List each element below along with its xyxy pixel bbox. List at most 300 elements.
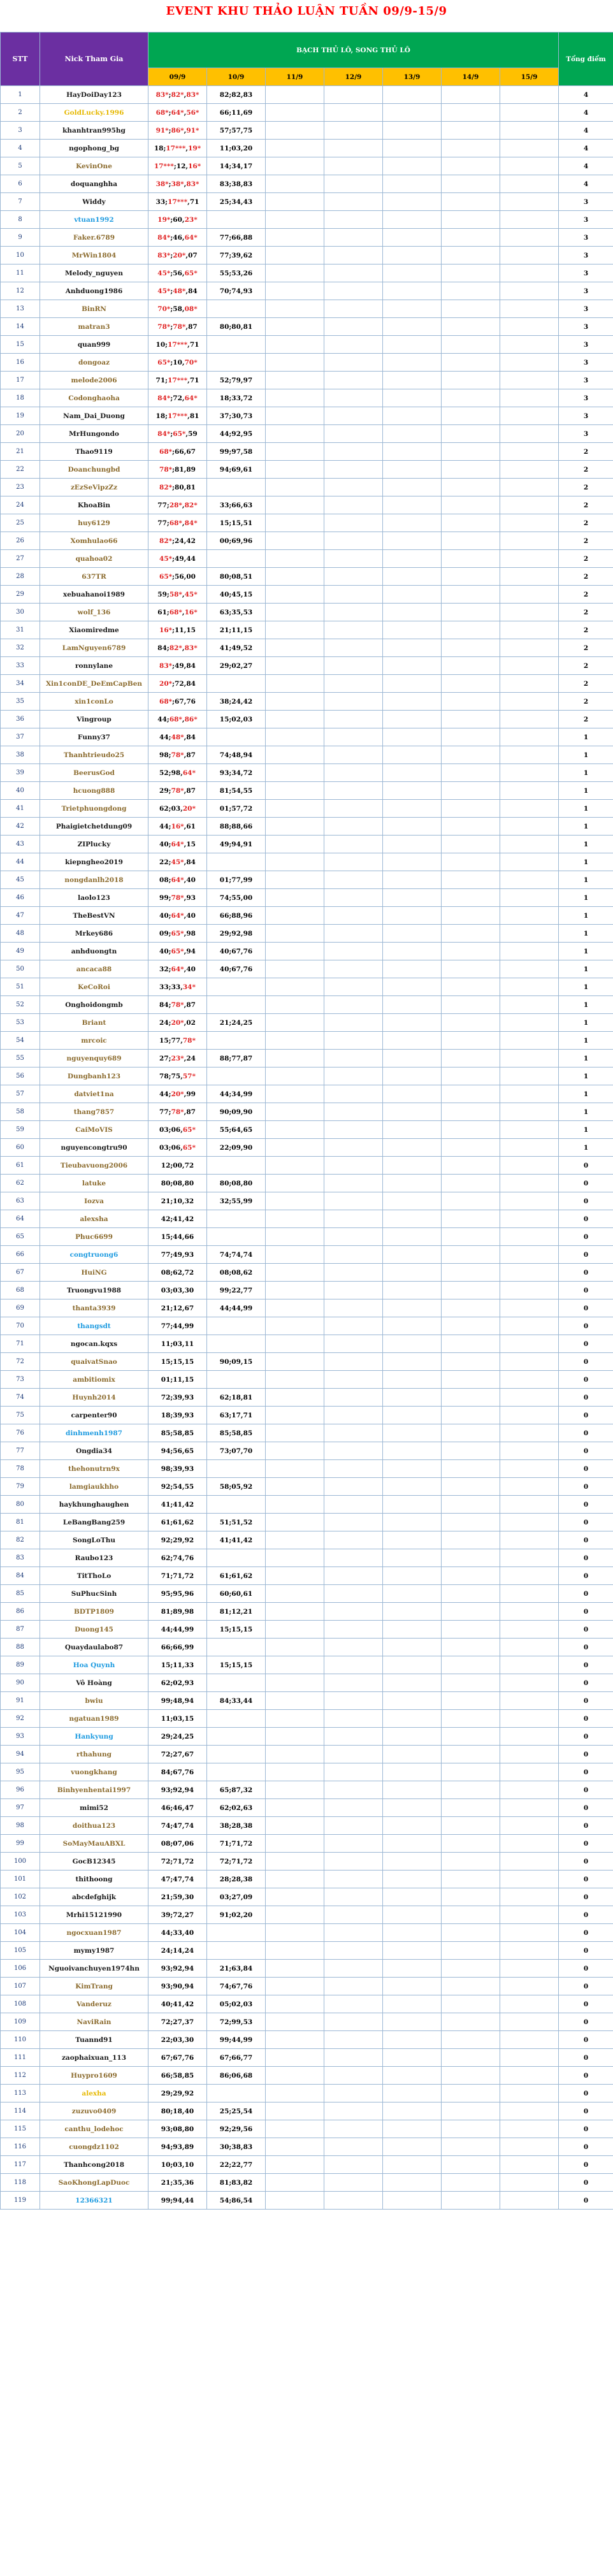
row-pick-empty	[500, 282, 559, 300]
number: 88	[219, 822, 229, 830]
row-pick-empty	[324, 1299, 383, 1317]
separator: ,	[182, 1768, 185, 1776]
row-stt: 95	[1, 1763, 40, 1781]
separator: ;	[229, 90, 232, 99]
separator: ;	[170, 269, 173, 277]
number: 85	[219, 1429, 229, 1437]
row-total: 1	[559, 1121, 613, 1139]
hit-number: 64*	[171, 911, 184, 920]
number: 03	[243, 715, 253, 723]
row-total: 1	[559, 1067, 613, 1085]
number: 10	[155, 340, 166, 349]
row-pick-empty	[500, 568, 559, 586]
table-row	[1, 407, 613, 425]
separator: ;	[229, 2107, 232, 2115]
row-pick-empty	[324, 1317, 383, 1335]
row-nick: ngatuan1989	[40, 1710, 148, 1728]
separator: ;	[170, 1572, 173, 1580]
number: 00	[186, 572, 196, 581]
number: 92	[184, 1536, 194, 1544]
row-pick-empty	[324, 1763, 383, 1781]
row-pick-empty	[500, 1763, 559, 1781]
row-pick-empty	[442, 1460, 500, 1478]
row-total: 4	[559, 175, 613, 193]
row-pick-empty	[383, 550, 442, 568]
row-pick-empty	[324, 1531, 383, 1549]
row-pick-empty	[442, 1496, 500, 1514]
table-row	[1, 1460, 613, 1478]
row-total: 0	[559, 1389, 613, 1407]
row-pick-empty	[324, 1282, 383, 1299]
row-pick-empty	[500, 443, 559, 461]
number: 92	[219, 2125, 229, 2133]
number: 18	[161, 1411, 171, 1419]
number: 06	[231, 2071, 241, 2080]
row-pick-empty	[383, 1799, 442, 1817]
header-date: 15/9	[500, 68, 559, 86]
separator: ,	[182, 1821, 185, 1830]
separator: ;	[170, 1357, 173, 1366]
number: 80	[161, 1179, 171, 1187]
row-pick-empty	[266, 1442, 324, 1460]
row-pick-empty	[324, 1888, 383, 1906]
number: 95	[243, 430, 253, 438]
separator: ,	[240, 2143, 243, 2151]
separator: ,	[184, 697, 187, 706]
number: 32	[243, 1786, 253, 1794]
row-pick-10-9	[207, 1371, 266, 1389]
row-pick-empty	[266, 1157, 324, 1175]
row-pick-empty	[383, 1870, 442, 1888]
number: 74	[219, 1250, 229, 1259]
row-pick-empty	[266, 621, 324, 639]
separator: ;	[229, 1572, 232, 1580]
table-row	[1, 1549, 613, 1567]
separator: ;	[168, 965, 171, 973]
row-pick-10-9	[207, 675, 266, 693]
number: 71	[173, 1857, 182, 1865]
number: 01	[219, 876, 229, 884]
separator: ,	[184, 1001, 187, 1009]
row-pick-empty	[500, 532, 559, 550]
number: 02	[231, 715, 241, 723]
table-row	[1, 1906, 613, 1924]
row-pick-empty	[324, 1603, 383, 1621]
separator: ;	[166, 519, 169, 527]
table-row	[1, 568, 613, 586]
row-pick-empty	[442, 1317, 500, 1335]
row-nick: SongLoThu	[40, 1531, 148, 1549]
row-stt: 104	[1, 1924, 40, 1942]
number: 77	[243, 2053, 253, 2062]
hit-number: 57*	[182, 1072, 196, 1080]
row-total: 1	[559, 1032, 613, 1050]
number: 66	[231, 501, 241, 509]
row-pick-empty	[500, 1585, 559, 1603]
row-pick-empty	[383, 247, 442, 264]
row-pick-empty	[266, 1264, 324, 1282]
separator: ;	[229, 1518, 232, 1526]
separator: ,	[187, 376, 190, 384]
number: 11	[231, 626, 241, 634]
row-stt: 29	[1, 586, 40, 604]
row-total: 0	[559, 1817, 613, 1835]
row-stt: 87	[1, 1621, 40, 1639]
separator: ,	[240, 1786, 243, 1794]
row-pick-empty	[500, 586, 559, 604]
row-pick-10-9	[207, 1139, 266, 1157]
table-row	[1, 746, 613, 764]
separator: ;	[170, 358, 173, 366]
number: 94	[184, 1786, 194, 1794]
row-pick-empty	[442, 2120, 500, 2138]
row-nick: Thanhtrieudo25	[40, 746, 148, 764]
number: 41	[173, 1215, 182, 1223]
separator: ;	[170, 1589, 173, 1598]
table-row	[1, 496, 613, 514]
row-total: 0	[559, 1960, 613, 1978]
row-pick-09-9	[148, 1978, 207, 1995]
row-pick-10-9	[207, 1888, 266, 1906]
row-stt: 70	[1, 1317, 40, 1335]
row-nick: doithua123	[40, 1817, 148, 1835]
number: 03	[173, 1714, 182, 1723]
number: 81	[219, 2178, 229, 2187]
separator: ;	[229, 1268, 232, 1277]
row-pick-empty	[442, 1407, 500, 1424]
row-pick-09-9	[148, 1853, 207, 1870]
row-pick-empty	[383, 693, 442, 711]
row-pick-empty	[266, 532, 324, 550]
separator: ,	[182, 2160, 185, 2169]
row-pick-09-9	[148, 2174, 207, 2192]
number: 66	[231, 2053, 241, 2062]
row-pick-empty	[324, 550, 383, 568]
row-nick: Thanhcong2018	[40, 2156, 148, 2174]
number: 65	[243, 1125, 253, 1134]
separator: ;	[229, 572, 232, 581]
row-pick-09-9	[148, 960, 207, 978]
hit-number: 82*	[171, 90, 184, 99]
row-total: 0	[559, 1710, 613, 1728]
hit-number: 20*	[182, 804, 196, 813]
row-pick-empty	[266, 1621, 324, 1639]
row-stt: 65	[1, 1228, 40, 1246]
table-row	[1, 532, 613, 550]
row-pick-empty	[500, 1121, 559, 1139]
separator: ,	[180, 1072, 183, 1080]
row-total: 3	[559, 264, 613, 282]
row-pick-10-9	[207, 1531, 266, 1549]
row-pick-empty	[500, 1799, 559, 1817]
row-total: 0	[559, 1478, 613, 1496]
number: 74	[231, 1250, 241, 1259]
row-stt: 3	[1, 122, 40, 140]
separator: ;	[170, 1375, 173, 1384]
separator: ;	[168, 1018, 171, 1027]
number: 89	[186, 465, 196, 474]
row-pick-10-9	[207, 943, 266, 960]
row-total: 0	[559, 1853, 613, 1870]
row-pick-empty	[500, 1050, 559, 1067]
row-pick-empty	[324, 1442, 383, 1460]
number: 81	[219, 786, 229, 795]
hit-number: 86*	[171, 126, 184, 134]
separator: ,	[240, 233, 243, 242]
table-row	[1, 1621, 613, 1639]
number: 38	[243, 1875, 253, 1883]
separator: ,	[240, 1268, 243, 1277]
row-pick-empty	[442, 657, 500, 675]
hit-number: 64*	[184, 394, 198, 402]
separator: ,	[182, 1804, 185, 1812]
row-pick-empty	[266, 675, 324, 693]
number: 12	[161, 1161, 171, 1169]
row-nick: Mrhi15121990	[40, 1906, 148, 1924]
row-stt: 59	[1, 1121, 40, 1139]
row-pick-empty	[324, 407, 383, 425]
separator: ,	[240, 1197, 243, 1205]
row-total: 0	[559, 1746, 613, 1763]
row-pick-empty	[266, 461, 324, 479]
separator: ;	[166, 644, 169, 652]
number: 03	[173, 1340, 182, 1348]
row-pick-empty	[383, 1728, 442, 1746]
row-pick-10-9	[207, 140, 266, 157]
number: 38	[231, 180, 241, 188]
separator: ,	[240, 1536, 243, 1544]
number: 42	[161, 1215, 171, 1223]
row-pick-10-9	[207, 318, 266, 336]
row-total: 0	[559, 1210, 613, 1228]
separator: ;	[170, 2107, 173, 2115]
row-pick-09-9	[148, 1210, 207, 1228]
separator: ,	[240, 465, 243, 474]
row-pick-empty	[383, 1103, 442, 1121]
number: 18	[154, 144, 164, 152]
number: 84	[188, 287, 198, 295]
separator: ;	[170, 1911, 173, 1919]
row-pick-empty	[324, 1014, 383, 1032]
separator: ;	[170, 1286, 173, 1294]
number: 76	[184, 1554, 194, 1562]
row-pick-09-9	[148, 282, 207, 300]
number: 51	[243, 572, 253, 581]
row-pick-empty	[442, 1799, 500, 1817]
row-pick-empty	[266, 229, 324, 247]
row-total: 3	[559, 211, 613, 229]
number: 83	[231, 2178, 241, 2187]
separator: ,	[240, 287, 243, 295]
separator: ,	[184, 929, 187, 937]
number: 77	[219, 251, 229, 259]
number: 11	[184, 1340, 194, 1348]
number: 22	[219, 1143, 229, 1152]
row-total: 0	[559, 1603, 613, 1621]
number: 02	[186, 1018, 196, 1027]
hit-number: 84*	[157, 233, 171, 242]
number: 42	[184, 1215, 194, 1223]
separator: ,	[184, 554, 187, 563]
row-pick-empty	[383, 122, 442, 140]
number: 58	[173, 1429, 182, 1437]
row-pick-empty	[383, 1085, 442, 1103]
row-stt: 48	[1, 925, 40, 943]
hit-number: 34*	[182, 983, 196, 991]
row-pick-empty	[324, 264, 383, 282]
number: 77	[171, 1036, 181, 1045]
row-total: 4	[559, 86, 613, 104]
number: 21	[161, 1893, 171, 1901]
row-pick-empty	[500, 300, 559, 318]
row-pick-10-9	[207, 389, 266, 407]
number: 39	[173, 1465, 182, 1473]
separator: ;	[229, 715, 232, 723]
separator: ,	[240, 144, 243, 152]
number: 58	[243, 447, 253, 456]
row-stt: 18	[1, 389, 40, 407]
row-pick-empty	[442, 1639, 500, 1656]
row-pick-empty	[442, 1353, 500, 1371]
table-row	[1, 1496, 613, 1514]
row-pick-empty	[442, 354, 500, 372]
row-stt: 86	[1, 1603, 40, 1621]
number: 81	[243, 322, 253, 331]
row-pick-empty	[383, 1835, 442, 1853]
row-nick: TitThoLo	[40, 1567, 148, 1585]
row-pick-empty	[266, 604, 324, 621]
row-nick: Anhduong1986	[40, 282, 148, 300]
row-pick-empty	[442, 1050, 500, 1067]
row-pick-empty	[266, 1067, 324, 1085]
row-pick-empty	[442, 1264, 500, 1282]
separator: ,	[184, 876, 187, 884]
hit-number: 68*	[159, 697, 173, 706]
row-pick-empty	[500, 639, 559, 657]
row-stt: 118	[1, 2174, 40, 2192]
separator: ;	[229, 1108, 232, 1116]
number: 66	[173, 1643, 182, 1651]
separator: ,	[182, 1250, 185, 1259]
row-pick-empty	[442, 639, 500, 657]
row-nick: lamgiaukhho	[40, 1478, 148, 1496]
separator: ;	[229, 412, 232, 420]
number: 84	[161, 1768, 171, 1776]
row-pick-10-9	[207, 960, 266, 978]
table-row	[1, 1050, 613, 1067]
row-pick-empty	[324, 1407, 383, 1424]
separator: ;	[229, 662, 232, 670]
row-pick-10-9	[207, 1424, 266, 1442]
row-stt: 15	[1, 336, 40, 354]
hit-number: 64*	[184, 233, 198, 242]
number: 08	[219, 1268, 229, 1277]
separator: ,	[240, 1125, 243, 1134]
row-nick: ngocan.kqxs	[40, 1335, 148, 1353]
row-pick-empty	[500, 1460, 559, 1478]
number: 98	[161, 1465, 171, 1473]
hit-number: 23*	[171, 1054, 184, 1062]
separator: ,	[182, 1732, 185, 1740]
number: 94	[184, 1697, 194, 1705]
row-nick: Vingroup	[40, 711, 148, 728]
row-pick-10-9	[207, 2192, 266, 2210]
hit-number: 64*	[182, 769, 196, 777]
row-pick-10-9	[207, 836, 266, 853]
hit-number: 78*	[159, 465, 173, 474]
row-pick-empty	[266, 818, 324, 836]
number: 87	[186, 786, 196, 795]
number: 24	[231, 1018, 241, 1027]
table-row	[1, 2085, 613, 2102]
row-total: 0	[559, 1496, 613, 1514]
row-total: 0	[559, 1335, 613, 1353]
row-pick-10-9	[207, 1799, 266, 1817]
separator: ;	[229, 269, 232, 277]
number: 83	[243, 2143, 253, 2151]
separator: ,	[182, 1554, 185, 1562]
row-total: 0	[559, 1924, 613, 1942]
separator: ,	[182, 1215, 185, 1223]
number: 93	[184, 1250, 194, 1259]
number: 69	[231, 537, 241, 545]
separator: ;	[229, 822, 232, 830]
separator: ,	[185, 322, 189, 331]
separator: ;	[229, 769, 232, 777]
number: 01	[161, 1375, 171, 1384]
row-pick-empty	[442, 264, 500, 282]
separator: ,	[187, 198, 190, 206]
separator: ,	[182, 1589, 185, 1598]
row-pick-09-9	[148, 300, 207, 318]
separator: ,	[182, 215, 185, 224]
row-total: 0	[559, 1175, 613, 1192]
number: 84	[186, 662, 196, 670]
row-pick-empty	[383, 621, 442, 639]
separator: ;	[170, 1304, 173, 1312]
separator: ,	[182, 644, 185, 652]
row-pick-empty	[500, 1674, 559, 1692]
row-total: 2	[559, 675, 613, 693]
row-nick: quaivatSnao	[40, 1353, 148, 1371]
number: 42	[243, 1536, 253, 1544]
number: 61	[161, 1518, 171, 1526]
row-stt: 101	[1, 1870, 40, 1888]
row-stt: 69	[1, 1299, 40, 1317]
separator: ;	[229, 1125, 232, 1134]
row-pick-empty	[324, 1264, 383, 1282]
number: 87	[186, 1001, 196, 1009]
row-pick-empty	[500, 550, 559, 568]
separator: ,	[182, 1411, 185, 1419]
row-pick-empty	[266, 2102, 324, 2120]
number: 55	[231, 1197, 241, 1205]
number: 72	[243, 1839, 253, 1848]
row-pick-empty	[500, 1870, 559, 1888]
number: 44	[231, 1304, 241, 1312]
number: 15	[184, 1375, 194, 1384]
separator: ;	[229, 911, 232, 920]
table-row	[1, 1978, 613, 1995]
row-pick-empty	[266, 1514, 324, 1531]
row-pick-empty	[324, 960, 383, 978]
separator: ,	[182, 1322, 185, 1330]
row-pick-09-9	[148, 1710, 207, 1728]
row-pick-empty	[500, 1746, 559, 1763]
row-pick-empty	[383, 336, 442, 354]
row-total: 0	[559, 2156, 613, 2174]
row-nick: Nguoivanchuyen1974hn	[40, 1960, 148, 1978]
